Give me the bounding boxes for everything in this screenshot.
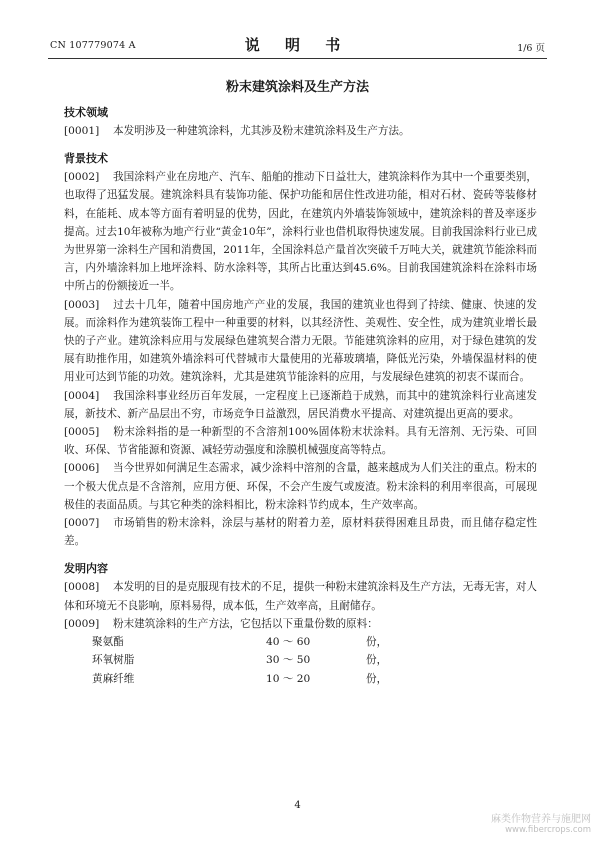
paragraph-id: [0003] — [64, 298, 100, 311]
paragraph-text: 本发明的目的是克服现有技术的不足，提供一种粉末建筑涂料及生产方法，无毒无害，对人体和环境无不良影响，原料易得，成本低，生产效率高，且耐储存。 — [64, 581, 537, 612]
paragraph-text: 本发明涉及一种建筑涂料，尤其涉及粉末建筑涂料及生产方法。 — [113, 125, 410, 137]
document-body — [64, 104, 537, 688]
paragraph-text: 过去十几年，随着中国房地产产业的发展，我国的建筑业也得到了持续、健康、快速的发展。而涂料作为建筑装饰工程中一种重要的材料，以其经济性、美观性、安全性，成为建筑业增长最快的子产业。建筑涂料应用与发展绿色建筑契合潜力无限。节能建筑涂料的应用，对于绿色建筑的发展有助推作用，如建筑外墙涂料可代替城市大量使用的光幕玻璃墙，降低光污染，外墙保温材料的使用业可达到节能的功效。建筑涂料，尤其是建筑节能涂料的应用，与发展绿色建筑的初衷不谋而合。 — [64, 298, 537, 384]
paragraph-id: [0002] — [64, 171, 100, 184]
paragraph-0002 — [64, 168, 537, 295]
page-number: 4 — [294, 800, 301, 811]
paragraph-0003 — [64, 296, 537, 387]
material-unit: 份， — [366, 654, 388, 667]
paragraph-id: [0009] — [64, 617, 100, 630]
paragraph-text: 当今世界如何满足生态需求，减少涂料中溶剂的含量，越来越成为人们关注的重点。粉末的一个极大优点是不含溶剂，应用方便、环保，不会产生废气或废渣。粉末涂料的利用率很高，可展现极佳的表面品质。与其它种类的涂料相比，粉末涂料节约成本，生产效率高。 — [64, 462, 537, 511]
material-row — [92, 651, 392, 669]
paragraph-text: 粉末涂料指的是一种新型的不含溶剂100%固体粉末状涂料。具有无溶剂、无污染、可回收、环保、节省能源和资源、减轻劳动强度和涂膜机械强度高等特点。 — [64, 426, 537, 457]
material-range: 40 ～ 60 — [266, 636, 311, 649]
paragraph-0005 — [64, 423, 537, 459]
paragraph-id: [0004] — [64, 389, 100, 402]
paragraph-id: [0007] — [64, 517, 100, 530]
paragraph-text: 我国涂料事业经历百年发展，一定程度上已逐渐趋于成熟，而其中的建筑涂料行业高速发展，新技术、新产品层出不穷，市场竞争日益激烈，居民消费水平提高、对建筑提出更高的要求。 — [64, 389, 537, 420]
paragraph-text: 粉末建筑涂料的生产方法，它包括以下重量份数的原料： — [113, 617, 378, 630]
section-heading-tech-field: 技术领域 — [64, 106, 108, 119]
publication-number: CN 107779074 A — [50, 40, 136, 51]
document-type-title: 说 明 书 — [244, 36, 351, 54]
material-row — [92, 670, 392, 688]
section-heading-background: 背景技术 — [64, 152, 108, 166]
invention-title: 粉末建筑涂料及生产方法 — [225, 80, 369, 95]
paragraph-0007 — [64, 514, 537, 550]
material-range: 10 ～ 20 — [266, 672, 311, 685]
material-unit: 份， — [366, 672, 388, 685]
paragraph-0006 — [64, 459, 537, 514]
raw-material-list — [92, 633, 392, 688]
paragraph-id: [0001] — [64, 125, 100, 137]
paragraph-0001 — [64, 122, 537, 140]
section-heading-invention: 发明内容 — [64, 562, 108, 576]
paragraph-id: [0005] — [64, 426, 100, 439]
material-row — [92, 633, 392, 651]
material-name: 黄麻纤维 — [92, 672, 135, 685]
material-name: 环氧树脂 — [92, 654, 135, 667]
paragraph-0009 — [64, 615, 537, 633]
paragraph-0008 — [64, 578, 537, 614]
paragraph-id: [0008] — [64, 581, 100, 594]
page-indicator: 1/6 页 — [517, 43, 545, 54]
header-divider — [48, 58, 547, 59]
paragraph-id: [0006] — [64, 462, 100, 475]
material-range: 30 ～ 50 — [266, 654, 311, 667]
paragraph-text: 市场销售的粉末涂料，涂层与基材的附着力差，原材料获得困难且昂贵，而且储存稳定性差。 — [64, 517, 537, 548]
watermark-url: www.fibercrops.com — [505, 825, 591, 835]
watermark-site-name: 麻类作物营养与施肥网 — [491, 814, 591, 825]
site-watermark — [491, 814, 591, 836]
material-name: 聚氨酯 — [92, 636, 124, 649]
paragraph-0004 — [64, 387, 537, 423]
page-header — [48, 34, 547, 56]
material-unit: 份， — [366, 636, 388, 649]
paragraph-text: 我国涂料产业在房地产、汽车、船舶的推动下日益壮大，建筑涂料作为其中一个重要类别，也取得了迅猛发展。建筑涂料具有装饰功能、保护功能和居住性改进功能，相对石材、瓷砖等装修材料，在能耗、成本等方面有着明显的优势，因此，在建筑内外墙装饰领域中，建筑涂料的普及率逐步提高。过去10年被称为地产行业“黄金10年”，涂料行业也借机取得快速发展。目前我国涂料行业已成为世界第一涂料生产国和消费国，2011年，全国涂料总产量首次突破千万吨大关，就建筑节能涂料而言，内外墙涂料加上地坪涂料、防水涂料等，其所占比重达到45.6%。目前我国建筑涂料在涂料市场中所占的份额接近一半。 — [64, 171, 537, 293]
